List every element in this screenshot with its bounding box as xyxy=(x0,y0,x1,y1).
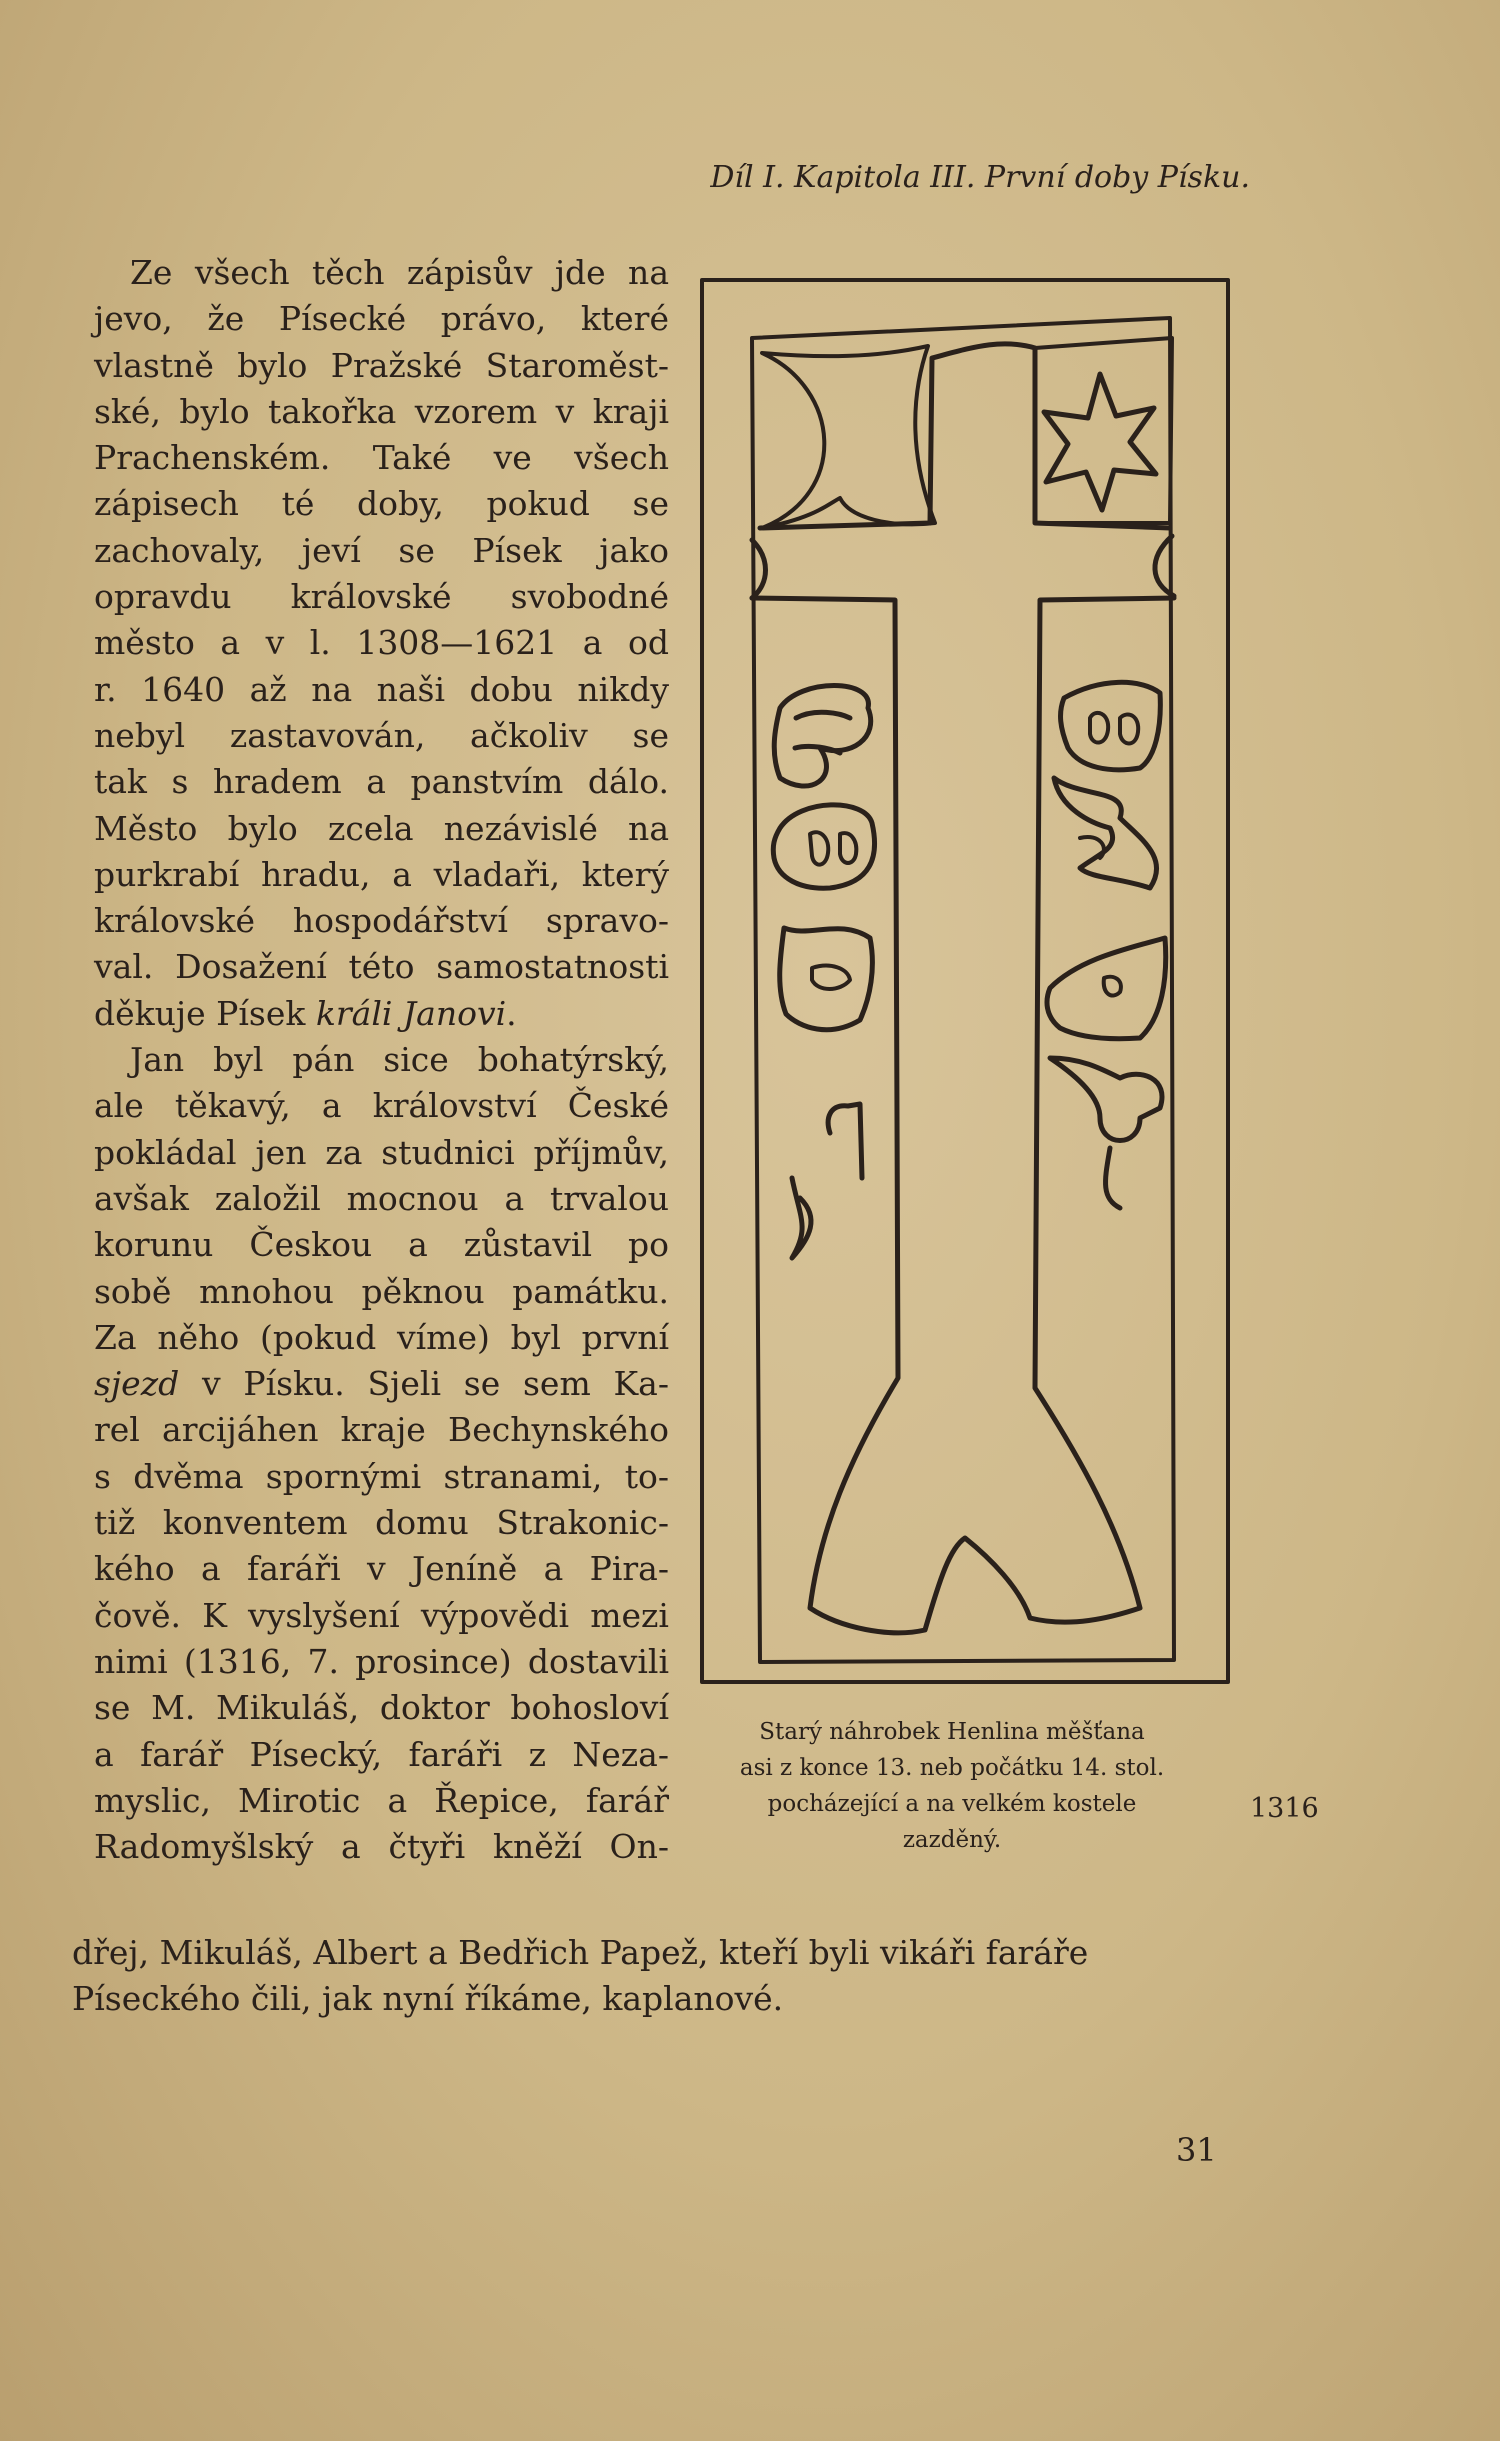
text-line: královské hospodářství spravo- xyxy=(94,901,669,941)
text-line: jevo, že Písecké právo, které xyxy=(94,299,669,339)
text-line: se M. Mikuláš, doktor bohosloví xyxy=(94,1688,669,1728)
text-line: nebyl zastavován, ačkoliv se xyxy=(94,715,669,755)
tombstone-figure xyxy=(700,278,1230,1684)
caption-line: pocházející a na velkém kostele xyxy=(767,1791,1137,1817)
text-line: Za něho (pokud víme) byl první xyxy=(94,1317,669,1357)
text-line: Prachenském. Také ve všech xyxy=(94,438,669,478)
text-line: čově. K vyslyšení výpovědi mezi xyxy=(94,1595,669,1635)
text-line: val. Dosažení této samostatnosti xyxy=(94,947,669,987)
tombstone-drawing xyxy=(700,278,1230,1684)
text-line: ale těkavý, a království České xyxy=(94,1086,669,1126)
text-line: zápisech té doby, pokud se xyxy=(94,484,669,524)
text-line: rel arcijáhen kraje Bechynského xyxy=(94,1410,669,1450)
text-line: a farář Písecký, faráři z Neza- xyxy=(94,1734,669,1774)
text-line xyxy=(94,991,669,1037)
text-line: myslic, Mirotic a Řepice, farář xyxy=(94,1780,669,1820)
text-line: sobě mnohou pěknou památku. xyxy=(94,1271,669,1311)
text-line: avšak založil mocnou a trvalou xyxy=(94,1178,669,1218)
emphasis-sjezd: sjezd xyxy=(94,1364,180,1404)
caption-line: Starý náhrobek Henlina měšťana xyxy=(759,1719,1145,1745)
margin-year-note: 1316 xyxy=(1250,1793,1319,1824)
text-line: purkrabí hradu, a vladaři, který xyxy=(94,854,669,894)
page-number: 31 xyxy=(1176,2131,1217,2169)
text-fragment: děkuje Písek xyxy=(94,993,316,1033)
text-line: r. 1640 až na naši dobu nikdy xyxy=(94,669,669,709)
text-line: opravdu královské svobodné xyxy=(94,577,669,617)
text-fragment: . xyxy=(506,993,517,1033)
running-head: Díl I. Kapitola III. První doby Písku. xyxy=(710,160,1250,195)
caption-line: zazděný. xyxy=(902,1827,1002,1853)
main-text-column xyxy=(94,250,669,1870)
emphasis-king-john: králi Janovi xyxy=(315,993,507,1033)
text-line: zachovaly, jeví se Písek jako xyxy=(94,530,669,570)
text-line: dřej, Mikuláš, Albert a Bedřich Papež, kteří byli vikáři faráře xyxy=(72,1933,1089,1972)
text-line: korunu Českou a zůstavil po xyxy=(94,1225,669,1265)
text-line: vlastně bylo Pražské Staroměst- xyxy=(94,345,669,385)
text-line: ské, bylo takořka vzorem v kraji xyxy=(94,391,669,431)
text-line: město a v l. 1308—1621 a od xyxy=(94,623,669,663)
text-line: Jan byl pán sice bohatýrský, xyxy=(130,1040,669,1080)
text-line: pokládal jen za studnici příjmův, xyxy=(94,1132,669,1172)
figure-caption xyxy=(672,1714,1232,1858)
text-line xyxy=(94,1361,669,1407)
text-line: Město bylo zcela nezávislé na xyxy=(94,808,669,848)
full-width-text xyxy=(72,1930,1222,2023)
text-line: Radomyšlský a čtyři kněží On- xyxy=(94,1827,669,1867)
text-line: s dvěma spornými stranami, to- xyxy=(94,1456,669,1496)
text-line: Ze všech těch zápisův jde na xyxy=(130,253,669,292)
text-fragment: v Písku. Sjeli se sem Ka- xyxy=(179,1364,669,1404)
text-line: Píseckého čili, jak nyní říkáme, kaplanové. xyxy=(72,1979,784,2019)
text-line: nimi (1316, 7. prosince) dostavili xyxy=(94,1641,669,1681)
text-line: tak s hradem a panstvím dálo. xyxy=(94,762,669,802)
caption-line: asi z konce 13. neb počátku 14. stol. xyxy=(739,1755,1165,1781)
text-line: tiž konventem domu Strakonic- xyxy=(94,1503,669,1543)
text-line: kého a faráři v Jeníně a Pira- xyxy=(94,1549,669,1589)
